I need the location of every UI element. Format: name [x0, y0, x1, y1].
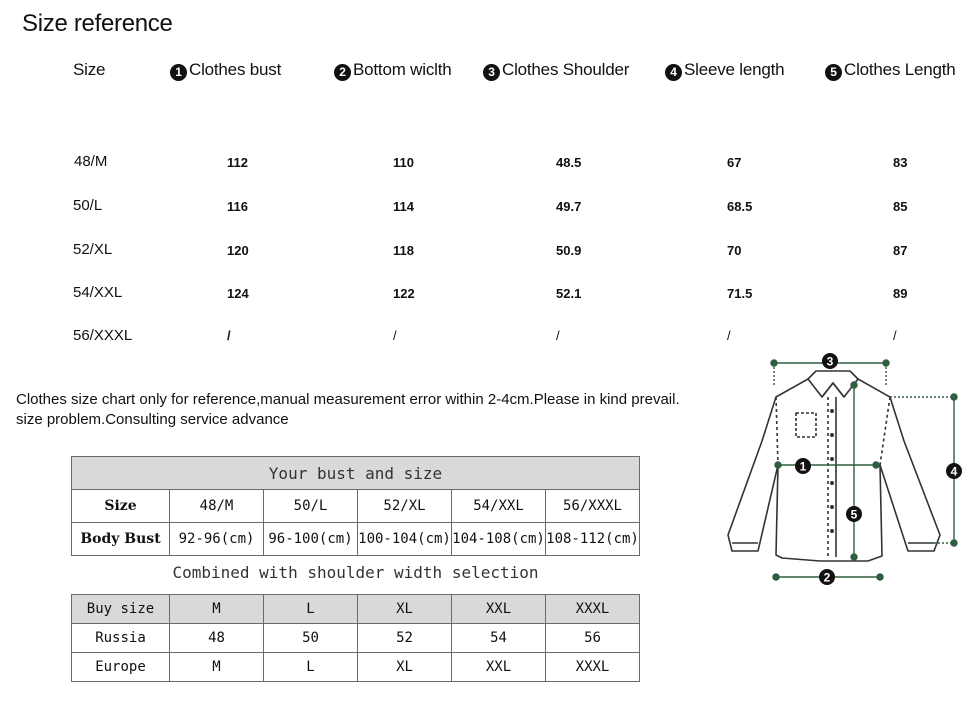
table-cell: 56: [546, 624, 640, 653]
table-cell: XXL: [452, 595, 546, 624]
table-cell: 54/XXL: [452, 490, 546, 523]
table-row: [72, 490, 640, 523]
size-row-label: Size: [72, 490, 170, 523]
bust-value: 124: [227, 286, 249, 301]
sleeve-value: /: [727, 328, 731, 343]
table-cell: L: [264, 595, 358, 624]
shoulder-value: 50.9: [556, 243, 582, 258]
diagram-marker-4: [946, 463, 962, 479]
table-cell: 50/L: [264, 490, 358, 523]
sleeve-value: 70: [727, 243, 742, 258]
table-row: [72, 595, 640, 624]
shoulder-value: 48.5: [556, 155, 582, 170]
size-label: 50/L: [73, 197, 103, 214]
number-2-badge: 2: [334, 64, 351, 81]
diagram-marker-5: [846, 506, 862, 522]
size-label: 48/M: [74, 153, 108, 170]
combined-shoulder-title: Combined with shoulder width selection: [172, 563, 539, 582]
table-cell: XL: [358, 653, 452, 682]
bust-value: 120: [227, 243, 249, 258]
header-clothes-length: 5 Clothes Length: [825, 60, 956, 81]
diagram-marker-1: [795, 458, 811, 474]
length-value: 85: [893, 199, 908, 214]
diagram-marker-2: [819, 569, 835, 585]
table-cell: L: [264, 653, 358, 682]
page-title: Size reference: [22, 10, 173, 37]
table-cell: 52/XL: [358, 490, 452, 523]
bust-value: 112: [227, 155, 248, 170]
buy-size-table: [71, 594, 640, 682]
table-cell: 100-104(cm): [358, 523, 452, 556]
svg-text:2: 2: [823, 570, 831, 585]
shirt-measurement-diagram: [718, 345, 974, 593]
table-cell: 96-100(cm): [264, 523, 358, 556]
shoulder-value: /: [556, 328, 560, 343]
table-cell: 56/XXXL: [546, 490, 640, 523]
shoulder-value: 49.7: [556, 199, 582, 214]
row-label: Buy size: [72, 595, 170, 624]
number-3-badge: 3: [483, 64, 500, 81]
table-cell: XXXL: [546, 595, 640, 624]
sleeve-value: 68.5: [727, 199, 753, 214]
size-note: [16, 390, 680, 430]
table-cell: XL: [358, 595, 452, 624]
bottom-width-value: /: [393, 328, 397, 343]
table-cell: 108-112(cm): [546, 523, 640, 556]
bust-size-table: [71, 456, 640, 556]
table-cell: M: [170, 653, 264, 682]
note-line: Clothes size chart only for reference,manual measurement error within 2-4cm.Please in kind prevail.: [16, 391, 680, 408]
table-cell: 48/M: [170, 490, 264, 523]
table-cell: 54: [452, 624, 546, 653]
length-value: /: [893, 328, 897, 343]
table-row: [72, 523, 640, 556]
header-clothes-bust: 1 Clothes bust: [170, 60, 281, 81]
table-row: [72, 624, 640, 653]
svg-text:4: 4: [950, 464, 958, 479]
bottom-width-value: 122: [393, 286, 415, 301]
bust-table-title: Your bust and size: [72, 457, 640, 490]
shoulder-value: 52.1: [556, 286, 582, 301]
table-cell: M: [170, 595, 264, 624]
table-cell: 50: [264, 624, 358, 653]
number-5-badge: 5: [825, 64, 842, 81]
length-value: 87: [893, 243, 908, 258]
row-label: Russia: [72, 624, 170, 653]
body-bust-row-label: Body Bust: [72, 523, 170, 556]
size-label: 54/XXL: [73, 284, 123, 301]
note-line: size problem.Consulting service advance: [16, 411, 289, 428]
length-value: 83: [893, 155, 908, 170]
svg-text:3: 3: [826, 354, 834, 369]
table-cell: 92-96(cm): [170, 523, 264, 556]
sleeve-value: 67: [727, 155, 742, 170]
table-cell: 104-108(cm): [452, 523, 546, 556]
size-label: 52/XL: [73, 241, 113, 258]
bottom-width-value: 114: [393, 199, 414, 214]
shirt-outline: [728, 371, 940, 561]
header-sleeve-length: 4 Sleeve length: [665, 60, 784, 81]
table-row: [72, 653, 640, 682]
svg-text:1: 1: [799, 459, 807, 474]
table-cell: XXL: [452, 653, 546, 682]
table-cell: 52: [358, 624, 452, 653]
button-dots: [830, 409, 834, 533]
number-4-badge: 4: [665, 64, 682, 81]
length-value: 89: [893, 286, 908, 301]
bottom-width-value: 110: [393, 155, 414, 170]
row-label: Europe: [72, 653, 170, 682]
number-1-badge: 1: [170, 64, 187, 81]
header-clothes-shoulder: 3 Clothes Shoulder: [483, 60, 629, 81]
sleeve-value: 71.5: [727, 286, 753, 301]
header-bottom-width: 2 Bottom wiclth: [334, 60, 452, 81]
header-size: Size: [73, 60, 106, 79]
diagram-marker-3: [822, 353, 838, 369]
bottom-width-value: 118: [393, 243, 414, 258]
size-label: 56/XXXL: [73, 327, 133, 344]
table-cell: XXXL: [546, 653, 640, 682]
bust-value: /: [227, 328, 231, 343]
bust-value: 116: [227, 199, 248, 214]
table-cell: 48: [170, 624, 264, 653]
svg-text:5: 5: [850, 507, 858, 522]
